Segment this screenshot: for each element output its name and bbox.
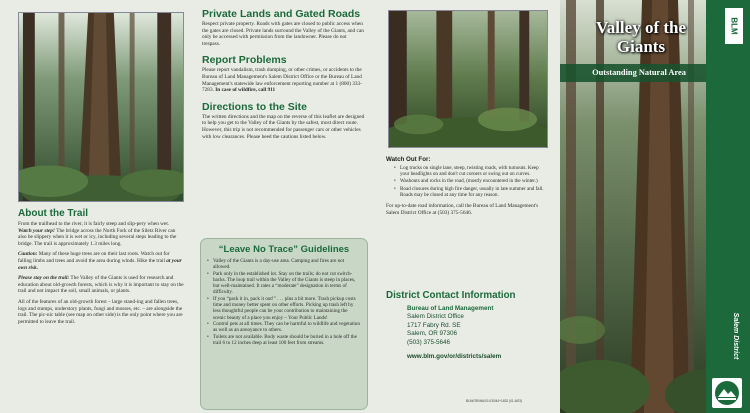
private-lands-text: Respect private property. Roads with gates are closed to public access when the gates are closed. Private lands surround the Valley of the Giants, and can only be accessed with permission from the landowner. Please do not trespass. <box>202 21 364 47</box>
list-item: • Toilets are not available. Body waste should be buried in a hole off the trail 6 to 12 inches deep at least 100 feet from streams. <box>207 334 361 347</box>
list-item: • Valley of the Giants is a day-use area. Camping and fires are not allowed. <box>207 258 361 271</box>
about-p3-text: The Valley of the Giants is used for research and education about old-growth forests, which is why it is important to stay on the trail and not impact the soil, small animals, or plants. <box>18 275 184 295</box>
watch-out-list <box>386 165 546 198</box>
stay-on-trail-label: Please stay on the trail: <box>18 275 70 282</box>
leave-no-trace-list <box>207 258 361 346</box>
about-paragraph-4: All of the features of an old-growth forest – large stand-ing and fallen trees, logs and stumps, understory plants, fungi and mosses, etc. – are alongside the trail. The pic-nic table (see map on other side) is the only point where you are permitted to leave the trail. <box>18 298 183 325</box>
report-problems-section <box>202 54 366 93</box>
contact-address <box>386 305 552 347</box>
directions-section <box>202 101 366 140</box>
report-problems-text <box>202 67 366 93</box>
about-p1-text-2: The bridge across the North Fork of the Siletz River can also be slippery when it is wet or icy, including several steps leading to the bridge. The trail is approximately 1.3 miles long. <box>18 227 177 247</box>
report-text: Please report vandalism, trash dumping, or other crimes, or accidents to the Bureau of Land Management's Salem District Office or the Bureau of Land Management's statewide law enforcement reporting number at 1 (800) 333-7283. <box>202 67 362 94</box>
watch-out-heading: Watch Out For: <box>386 156 431 163</box>
contact-url[interactable]: www.blm.gov/or/districts/salem <box>407 353 502 361</box>
about-the-trail-section <box>18 208 184 329</box>
private-lands-heading: Private Lands and Gated Roads <box>202 8 361 20</box>
contact-street: 1717 Fabry Rd. SE <box>407 321 461 329</box>
list-item: • Park only in the established lot. Stay on the trails; do not cut switch-backs. The loop trail within the Valley of the Giants is steep in places, but well-maintained. It rates a “moderate” designation in terms of difficulty. <box>207 271 361 296</box>
road-info-text: For up-to-date road information, call the Bureau of Land Management's Salem District Office at (503) 375-5646. <box>386 203 539 216</box>
contact-office: Salem District Office <box>407 313 464 321</box>
wildfire-notice: In case of wildfire, call 911 <box>215 87 276 94</box>
leave-no-trace-box <box>200 238 368 410</box>
about-heading: About the Trail <box>18 208 88 219</box>
blm-tag <box>725 8 743 44</box>
leave-no-trace-heading: “Leave No Trace” Guidelines <box>218 244 350 255</box>
forest-photo-left <box>18 12 184 202</box>
cover-title-line-1: Valley of the <box>595 18 687 37</box>
list-item: • Road closures during high fire danger, usually in late summer and fall. Roads may be closed at any time for any reason. <box>394 186 546 198</box>
publication-code: BLM/OR/WA/GI-03/044+1632 (01-6/03) <box>466 399 522 403</box>
directions-text: The written directions and the map on the reverse of this leaflet are designed to help you get to the Valley of the Giants by the safest, most direct route. However, this trip is not recommended for passenger cars or other vehicles with low clearances. Please heed the cautions listed below. <box>202 113 365 140</box>
blm-logo-icon <box>712 378 742 408</box>
contact-heading: District Contact Information <box>386 290 516 301</box>
about-p2-emphasis: at your own risk. <box>18 257 182 271</box>
contact-section <box>386 290 552 360</box>
about-p2-text: Many of these huge trees are on their last roots. Watch out for falling limbs and trees and avoid the area during winds. Hike the trail <box>18 251 170 264</box>
about-paragraph-3 <box>18 275 184 295</box>
about-p1-emphasis: Watch your step! <box>18 227 55 234</box>
list-item: • Log trucks on single lane, steep, twisting roads, with turnouts. Keep your headlights on and don't cut corners or swing out on curves. <box>394 165 546 177</box>
list-item: • Washouts and rocks in the road, (mostly encountered in the winter.) <box>394 178 546 184</box>
cover-title-line-2: Giants <box>616 37 666 56</box>
contact-phone: (503) 375-5646 <box>407 338 451 346</box>
caution-label: Caution: <box>18 251 38 258</box>
forest-photo-middle <box>388 10 548 148</box>
list-item: • Control pets at all times. They can be harmful to wildlife and vegetation as well as an annoyance to others. <box>207 321 361 334</box>
watch-out-section <box>386 156 546 216</box>
cover-subtitle: Outstanding Natural Area <box>560 64 718 82</box>
about-paragraph-1 <box>18 221 184 247</box>
info-column <box>202 8 366 147</box>
private-lands-section <box>202 8 366 47</box>
directions-heading: Directions to the Site <box>202 100 308 113</box>
cover-title <box>576 18 706 56</box>
about-p1-text: From the trailhead to the river, it is fairly steep and slip-pery when wet. <box>18 221 170 227</box>
district-label: Salem District <box>732 312 739 360</box>
about-paragraph-2 <box>18 251 184 271</box>
list-item: • If you “pack it in, pack it out!” . . . plus a bit more. Trash pickup costs time and money better spent on other efforts. Picking up trash left by less thoughtful people can be your contribution to maintaining the scenic beauty of a place you enjoy – Your Public Lands! <box>207 296 361 321</box>
blm-tag-text: BLM <box>729 17 739 35</box>
contact-city: Salem, OR 97306 <box>407 330 458 338</box>
contact-org: Bureau of Land Management <box>407 305 494 312</box>
report-problems-heading: Report Problems <box>202 54 287 67</box>
